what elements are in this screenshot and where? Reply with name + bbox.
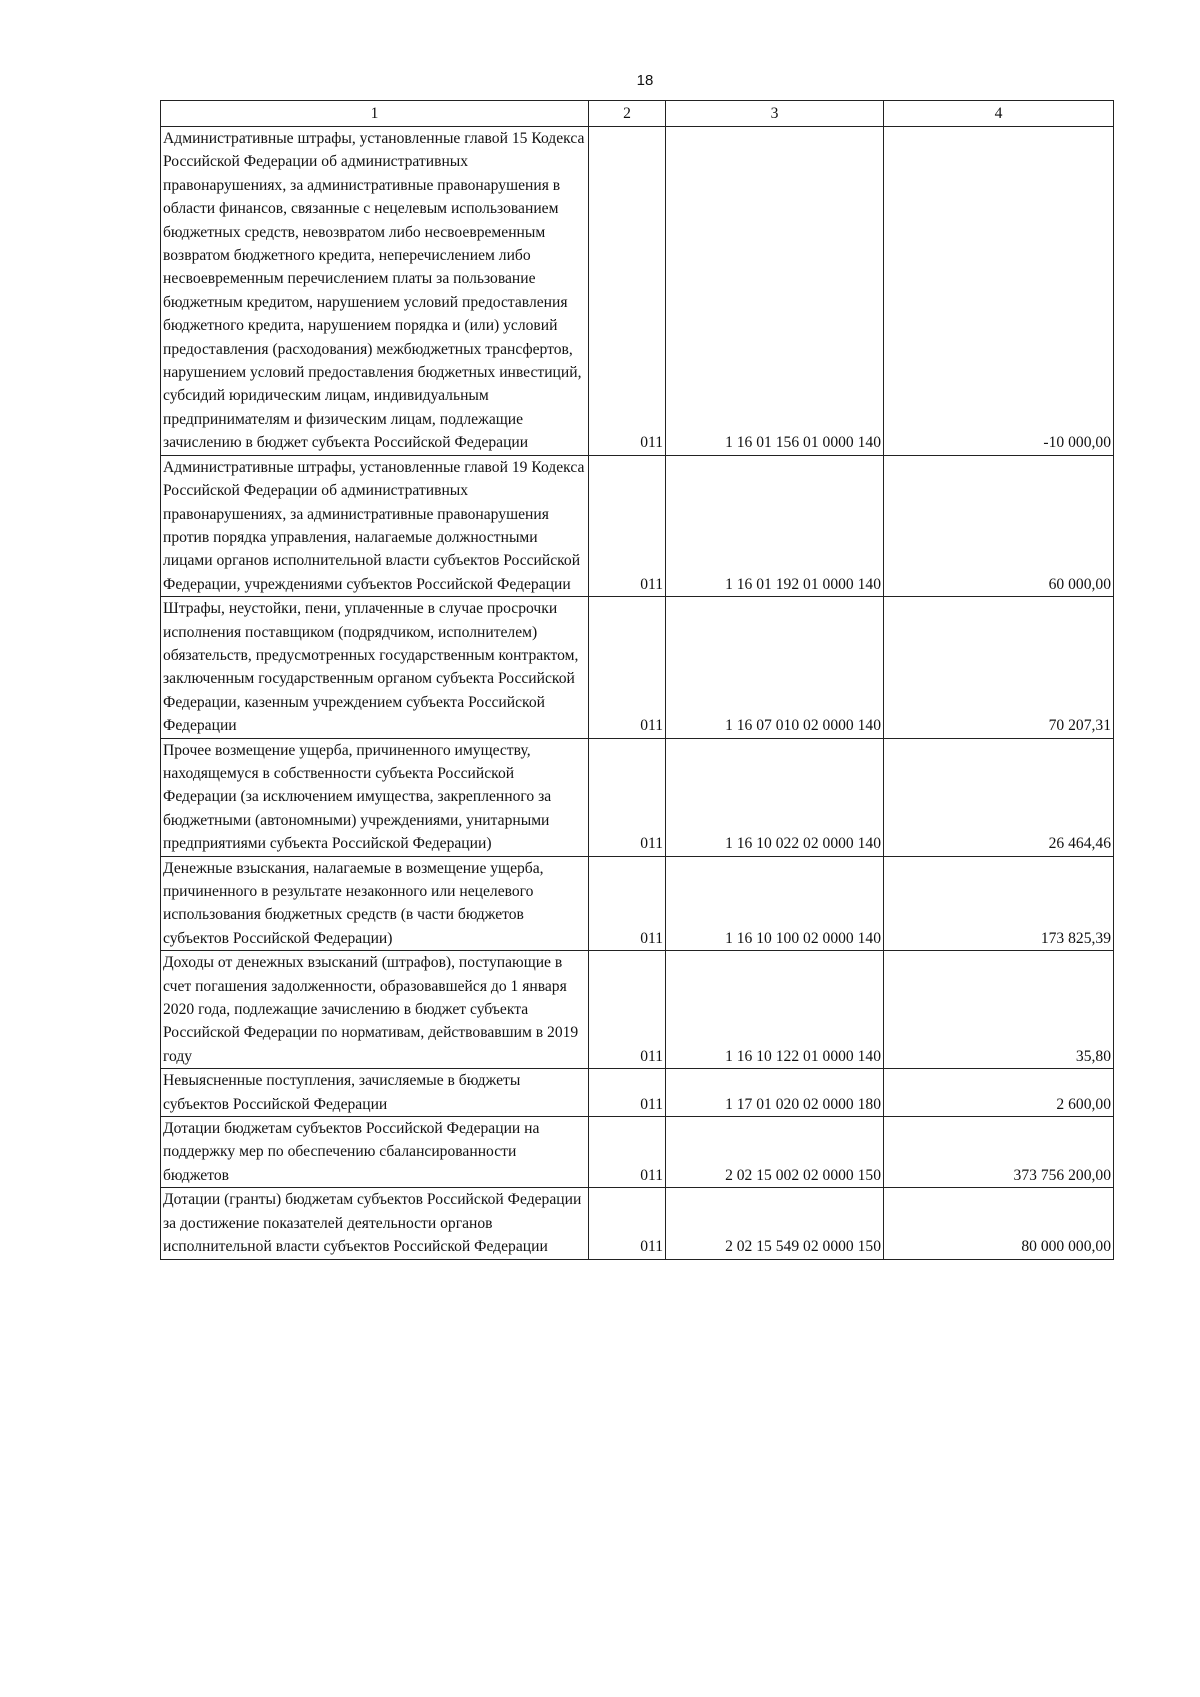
column-header-4: 4 xyxy=(884,101,1114,127)
amount: 35,80 xyxy=(884,951,1114,1069)
table-row xyxy=(161,856,1114,951)
admin-code: 011 xyxy=(589,455,666,596)
budget-classification-code: 2 02 15 002 02 0000 150 xyxy=(666,1117,884,1188)
revenue-name: Денежные взыскания, налагаемые в возмещение ущерба, причиненного в результате незаконного или нецелевого использования бюджетных средств (в части бюджетов субъектов Российской Федерации) xyxy=(161,856,589,951)
table-row xyxy=(161,1117,1114,1188)
column-header-2: 2 xyxy=(589,101,666,127)
revenue-name: Административные штрафы, установленные главой 19 Кодекса Российской Федерации об административных правонарушениях, за административные правонарушения против порядка управления, налагаемые должностными лицами органов исполнительной власти субъектов Российской Федерации, учреждениями субъектов Российской Федерации xyxy=(161,455,589,596)
amount: -10 000,00 xyxy=(884,127,1114,456)
revenue-name: Дотации (гранты) бюджетам субъектов Российской Федерации за достижение показателей деятельности органов исполнительной власти субъектов Российской Федерации xyxy=(161,1188,589,1259)
column-header-3: 3 xyxy=(666,101,884,127)
amount: 26 464,46 xyxy=(884,738,1114,856)
table-row xyxy=(161,738,1114,856)
revenue-name: Дотации бюджетам субъектов Российской Федерации на поддержку мер по обеспечению сбалансированности бюджетов xyxy=(161,1117,589,1188)
revenue-name: Доходы от денежных взысканий (штрафов), поступающие в счет погашения задолженности, образовавшейся до 1 января 2020 года, подлежащие зачислению в бюджет субъекта Российской Федерации по нормативам, действовавшим в 2019 году xyxy=(161,951,589,1069)
table-row xyxy=(161,1069,1114,1117)
admin-code: 011 xyxy=(589,597,666,738)
table-row xyxy=(161,455,1114,596)
amount: 70 207,31 xyxy=(884,597,1114,738)
table-row xyxy=(161,597,1114,738)
admin-code: 011 xyxy=(589,1069,666,1117)
table-row xyxy=(161,1188,1114,1259)
revenue-name: Административные штрафы, установленные главой 15 Кодекса Российской Федерации об административных правонарушениях, за административные правонарушения в области финансов, связанные с нецелевым использованием бюджетных средств, невозвратом либо несвоевременным возвратом бюджетного кредита, неперечислением либо несвоевременным перечислением платы за пользование бюджетным кредитом, нарушением условий предоставления бюджетного кредита, нарушением порядка и (или) условий предоставления (расходования) межбюджетных трансфертов, нарушением условий предоставления бюджетных инвестиций, субсидий юридическим лицам, индивидуальным предпринимателям и физическим лицам, подлежащие зачислению в бюджет субъекта Российской Федерации xyxy=(161,127,589,456)
table-row xyxy=(161,951,1114,1069)
amount: 2 600,00 xyxy=(884,1069,1114,1117)
column-header-1: 1 xyxy=(161,101,589,127)
revenue-name: Штрафы, неустойки, пени, уплаченные в случае просрочки исполнения поставщиком (подрядчиком, исполнителем) обязательств, предусмотренных государственным контрактом, заключенным государственным органом субъекта Российской Федерации, казенным учреждением субъекта Российской Федерации xyxy=(161,597,589,738)
page-number: 18 xyxy=(636,72,654,89)
revenue-name: Прочее возмещение ущерба, причиненного имуществу, находящемуся в собственности субъекта Российской Федерации (за исключением имущества, закрепленного за бюджетными (автономными) учреждениями, унитарными предприятиями субъекта Российской Федерации) xyxy=(161,738,589,856)
admin-code: 011 xyxy=(589,1117,666,1188)
budget-classification-code: 1 16 01 192 01 0000 140 xyxy=(666,455,884,596)
admin-code: 011 xyxy=(589,738,666,856)
budget-classification-code: 2 02 15 549 02 0000 150 xyxy=(666,1188,884,1259)
amount: 80 000 000,00 xyxy=(884,1188,1114,1259)
header-row xyxy=(161,101,1114,127)
budget-classification-code: 1 16 01 156 01 0000 140 xyxy=(666,127,884,456)
budget-classification-code: 1 16 07 010 02 0000 140 xyxy=(666,597,884,738)
amount: 173 825,39 xyxy=(884,856,1114,951)
budget-classification-code: 1 16 10 100 02 0000 140 xyxy=(666,856,884,951)
budget-classification-code: 1 16 10 122 01 0000 140 xyxy=(666,951,884,1069)
revenue-table xyxy=(160,100,1114,1260)
admin-code: 011 xyxy=(589,1188,666,1259)
budget-classification-code: 1 17 01 020 02 0000 180 xyxy=(666,1069,884,1117)
admin-code: 011 xyxy=(589,856,666,951)
amount: 373 756 200,00 xyxy=(884,1117,1114,1188)
revenue-name: Невыясненные поступления, зачисляемые в бюджеты субъектов Российской Федерации xyxy=(161,1069,589,1117)
admin-code: 011 xyxy=(589,127,666,456)
amount: 60 000,00 xyxy=(884,455,1114,596)
budget-classification-code: 1 16 10 022 02 0000 140 xyxy=(666,738,884,856)
admin-code: 011 xyxy=(589,951,666,1069)
table-row xyxy=(161,127,1114,456)
